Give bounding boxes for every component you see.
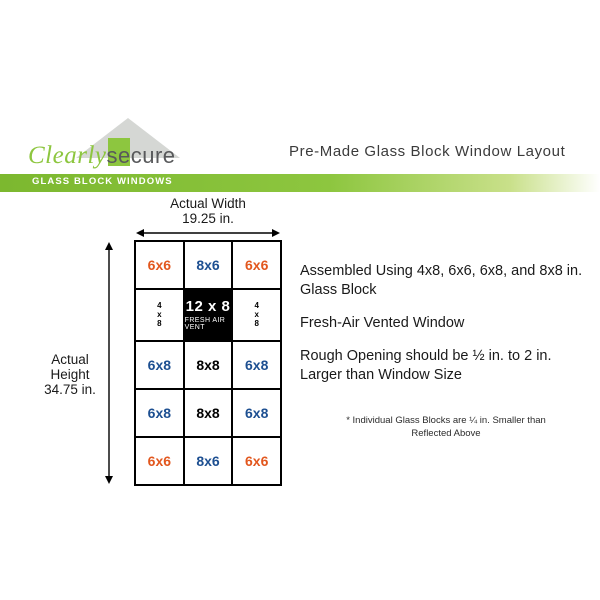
brand-name-clearly: Clearly [28, 142, 107, 169]
block-cell-right-4x8 [233, 290, 280, 340]
side-cell-line: x [254, 310, 259, 320]
width-arrow-icon [136, 228, 280, 238]
block-row-middle-2 [136, 390, 280, 438]
actual-width-caption: Actual Width [170, 196, 246, 211]
page-title: Pre-Made Glass Block Window Layout [289, 143, 566, 160]
block-cell: 6x8 [245, 404, 269, 421]
info-rough-opening: Rough Opening should be ½ in. to 2 in. Larger than Window Size [300, 348, 552, 383]
block-row-middle-1 [136, 342, 280, 390]
block-cell: 6x6 [136, 438, 185, 484]
info-vented-window: Fresh-Air Vented Window [300, 315, 465, 331]
side-cell-line: x [157, 310, 162, 320]
side-cell-line: 4 [254, 301, 259, 311]
block-cell: 6x6 [245, 257, 269, 274]
vent-sub-label: FRESH AIR VENT [184, 317, 226, 332]
side-cell-line: 8 [157, 319, 162, 329]
vent-row [136, 290, 280, 342]
side-cell-line: 4 [157, 301, 162, 311]
block-cell: 8x8 [185, 342, 234, 388]
block-cell: 6x8 [136, 342, 185, 388]
block-row-bottom [136, 438, 280, 484]
brand-name [28, 142, 176, 170]
footnote: * Individual Glass Blocks are ¼ in. Smaller than Reflected Above [346, 415, 546, 439]
actual-height-value: 34.75 in. [44, 382, 96, 397]
block-cell: 6x8 [245, 356, 269, 373]
fresh-air-vent-cell [185, 290, 234, 340]
glass-block-window-diagram [134, 240, 282, 486]
block-cell: 8x6 [185, 242, 234, 288]
info-assembled-using: Assembled Using 4x8, 6x6, 6x8, and 8x8 in. Glass Block [300, 263, 583, 298]
block-cell: 8x6 [185, 438, 234, 484]
block-cell: 6x6 [136, 242, 185, 288]
block-cell-left-4x8 [136, 290, 185, 340]
actual-height-caption-2: Height [50, 367, 90, 382]
actual-width-label [128, 196, 288, 226]
actual-height-label [30, 352, 110, 397]
block-cell: 8x8 [185, 390, 234, 436]
brand-tagline: GLASS BLOCK WINDOWS [32, 176, 173, 187]
block-row-top [136, 242, 280, 290]
brand-name-secure: secure [106, 143, 176, 168]
actual-height-caption-1: Actual [51, 352, 89, 367]
height-arrow-icon [104, 242, 114, 484]
side-cell-line: 8 [254, 319, 259, 329]
actual-width-value: 19.25 in. [182, 211, 234, 226]
product-info-block [300, 262, 585, 399]
vent-size-label: 12 x 8 [185, 298, 231, 316]
block-cell: 6x6 [245, 452, 269, 469]
brand-logo [28, 118, 208, 180]
block-cell: 6x8 [136, 390, 185, 436]
